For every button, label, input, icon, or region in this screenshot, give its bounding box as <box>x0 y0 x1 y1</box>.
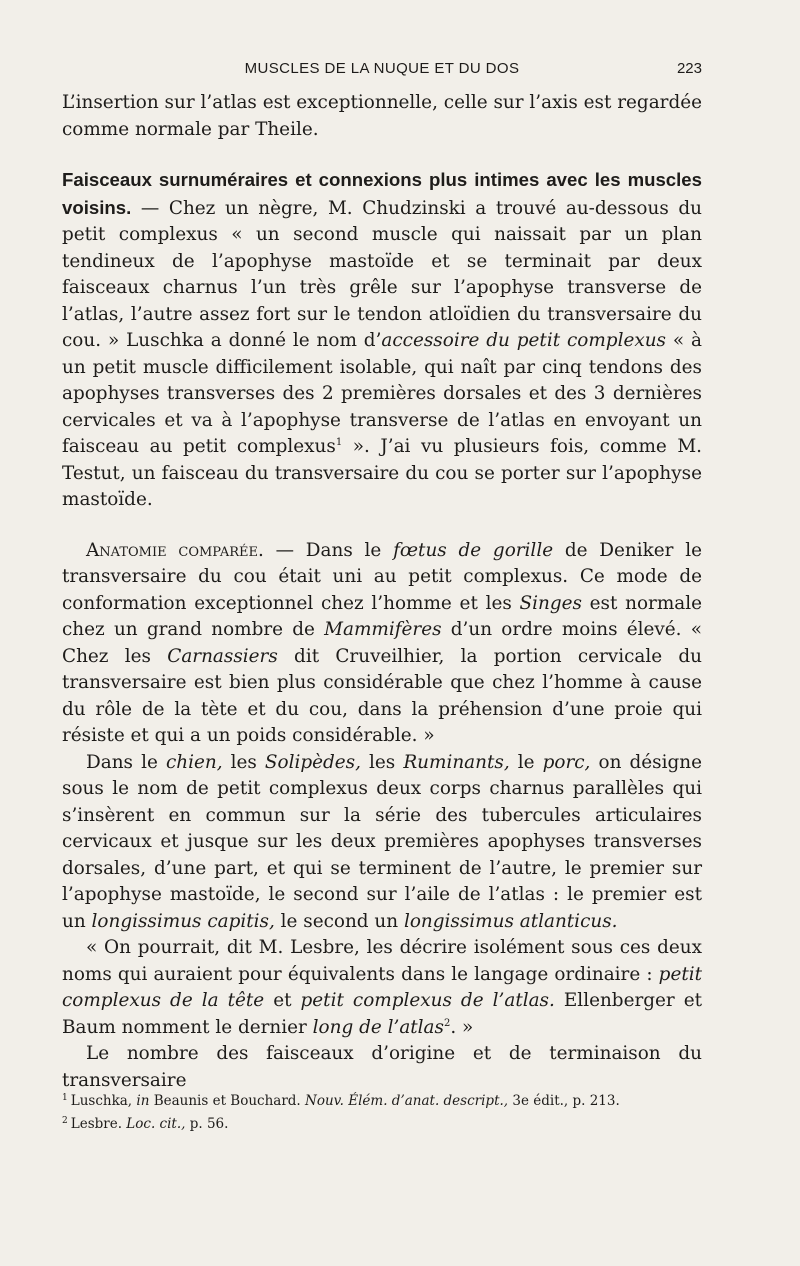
paragraph-text: L’insertion sur l’atlas est exceptionnelle, celle sur l’axis est regardée comme normale par Theile. <box>62 92 702 140</box>
italic-term: Solipèdes, <box>264 751 361 773</box>
paragraph-nombre <box>62 1041 702 1094</box>
paragraph-text: ». J’ai vu plusieurs fois, comme M. Testut, un faisceau du transversaire du cou se porter sur l’apophyse mastoïde. <box>62 436 702 510</box>
italic-term: Singes <box>519 592 582 614</box>
italic-term: petit complexus de l’atlas. <box>300 990 555 1011</box>
paragraph-text: le <box>509 751 543 773</box>
paragraph-anatomie-comparee <box>62 538 702 750</box>
italic-term: longissimus atlanticus. <box>403 910 618 932</box>
footnote-ref: 1 <box>335 437 343 448</box>
italic-term: Carnassiers <box>167 645 278 667</box>
paragraph-text: de Deniker le transversaire du cou était uni au petit complexus. Ce mode de conformation exceptionnel chez l’homme et les <box>62 539 702 614</box>
paragraph-insertion <box>62 90 702 143</box>
italic-term: Nouv. Élém. d’anat. descript., <box>305 1093 509 1109</box>
footnote-mark: 1 <box>62 1093 68 1103</box>
paragraph-text: . » <box>450 1016 474 1038</box>
italic-term: petit complexus de la tête <box>62 963 702 1011</box>
body-text <box>62 90 702 1094</box>
paragraph-text: « On pourrait, dit M. Lesbre, les décrire isolément sous ces deux noms qui auraient pour équivalents dans le langage ordinaire : <box>62 937 702 985</box>
footnote-ref: 2 <box>443 1017 451 1029</box>
italic-term: in <box>136 1093 150 1109</box>
footnote-2 <box>62 1111 702 1134</box>
paragraph-lesbre <box>62 935 702 1041</box>
paragraph-text: « à un petit muscle difficilement isolable, qui naît par cinq tendons des apophyses transverses des 2 premières dorsales et des 3 dernières cervicales et va à l’apophyse transverse de l’atlas en envoyant un faisceau au petit complexus <box>62 330 702 457</box>
paragraph-text: le second un <box>274 910 404 932</box>
section-heading: Faisceaux surnuméraires et connexions plus intimes avec les muscles voisins. <box>62 169 702 218</box>
paragraph-text: Le nombre des faisceaux d’origine et de terminaison du transversaire <box>62 1043 702 1091</box>
footnote-1 <box>62 1088 702 1111</box>
footnote-text: Lesbre. <box>70 1116 127 1132</box>
paragraph-text: d’un ordre moins élevé. « Chez les <box>62 619 702 667</box>
section-lead: Anatomie comparée. <box>86 539 264 561</box>
footnotes <box>62 1088 702 1134</box>
paragraph-text: on désigne sous le nom de petit complexus deux corps charnus parallèles qui s’insèrent en commun sur la série des tubercules articulaires cervicaux et jusque sur les deux premières apophyses transverses dorsales, d’une part, et qui se terminent de l’autre, le premier sur l’apophyse mastoïde, le second sur l’aile de l’atlas : le premier est un <box>62 751 702 932</box>
footnote-mark: 2 <box>62 1116 68 1126</box>
italic-term: Ruminants, <box>403 751 510 773</box>
paragraph-text: est normale chez un grand nombre de <box>62 592 702 640</box>
paragraph-text: — Dans le <box>263 539 394 561</box>
italic-term: Loc. cit., <box>126 1116 186 1132</box>
italic-term: chien, <box>165 751 223 773</box>
italic-term: longissimus capitis, <box>91 910 275 932</box>
italic-term: fœtus de gorille <box>393 539 554 561</box>
italic-term: long de l’atlas <box>312 1016 444 1038</box>
running-head <box>62 60 702 86</box>
paragraph-text: et <box>264 990 301 1011</box>
paragraph-text: Ellenberger et Baum nomment le dernier <box>62 990 703 1038</box>
running-title: MUSCLES DE LA NUQUE ET DU DOS <box>244 60 520 77</box>
italic-term: porc, <box>542 751 591 773</box>
paragraph-text: Dans le <box>86 751 166 773</box>
paragraph-text: dit Cruveilhier, la portion cervicale du transversaire est bien plus considérable que chez l’homme à cause du rôle de la tète et du cou, dans la préhension d’une proie qui résiste et qui a un poids considérable. » <box>62 645 702 746</box>
paragraph-chien <box>62 750 702 936</box>
italic-term: Mammifères <box>324 619 442 640</box>
footnote-text: p. 56. <box>185 1116 229 1132</box>
page-number: 223 <box>676 60 702 77</box>
paragraph-text: les <box>360 751 404 773</box>
paragraph-text: — Chez un nègre, M. Chudzinski a trouvé au-dessous du petit complexus « un second muscle qui naissait par un plan tendineux de l’apophyse mastoïde et se terminait par deux faisceaux charnus l’un très grêle sur l’apophyse transverse de l’atlas, l’autre assez fort sur le tendon atloïdien du transversaire du cou. » Luschka a donné le nom d’ <box>62 197 702 351</box>
footnote-text: 3e édit., p. 213. <box>508 1093 620 1109</box>
italic-term: accessoire du petit complexus <box>381 330 666 351</box>
footnote-text: Beaunis et Bouchard. <box>149 1093 306 1109</box>
paragraph-text: les <box>222 751 265 773</box>
footnote-text: Luschka, <box>70 1093 137 1109</box>
paragraph-faisceaux <box>62 167 702 514</box>
